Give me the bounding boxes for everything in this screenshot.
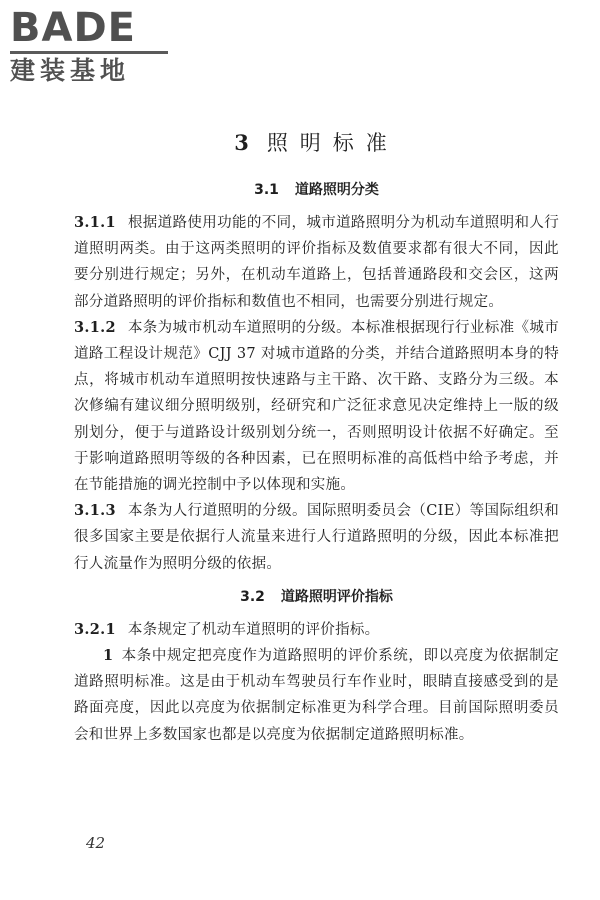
section-number: 3.1: [254, 182, 279, 198]
item-text: 本条中规定把亮度作为道路照明的评价系统，即以亮度为依据制定道路照明标准。这是由于机动车驾驶员行车作业时，眼睛直接感受到的是路面亮度，因此以亮度为依据制定标准更为科学合理。目前国际照明委员会和世界上多数国家也都是以亮度为依据制定道路照明标准。: [74, 648, 559, 743]
clause-3-1-2: [74, 315, 559, 498]
chapter-number: 3: [234, 130, 249, 155]
section-title-3-1: [74, 178, 559, 202]
clause-3-2-1-item-1: [74, 643, 559, 748]
clause-3-2-1: [74, 617, 559, 643]
clause-text: 根据道路使用功能的不同，城市道路照明分为机动车道照明和人行道照明两类。由于这两类照明的评价指标及数值要求都有很大不同，因此要分别进行规定；另外，在机动车道路上，包括普通路段和交会区，这两部分道路照明的评价指标和数值也不相同，也需要分别进行规定。: [74, 215, 559, 310]
logo-subtitle: 建装基地: [10, 56, 131, 85]
logo-divider: [10, 51, 168, 54]
clause-number: 3.2.1: [74, 620, 116, 638]
clause-text: 本条规定了机动车道照明的评价指标。: [127, 621, 380, 638]
section-title-3-2: [74, 585, 559, 609]
bade-logo: [10, 6, 180, 87]
item-number: 1: [103, 647, 114, 665]
clause-3-1-3: [74, 498, 559, 577]
section-name: 道路照明评价指标: [280, 588, 393, 605]
section-name: 道路照明分类: [294, 182, 379, 198]
chapter-name: 照明标准: [266, 131, 399, 155]
clause-3-1-1: [74, 210, 559, 315]
section-number: 3.2: [240, 588, 265, 605]
logo-wordmark: BADE: [10, 5, 136, 51]
clause-number: 3.1.1: [74, 214, 116, 231]
document-page: [74, 128, 559, 748]
clause-text: 本条为城市机动车道照明的分级。本标准根据现行行业标准《城市道路工程设计规范》CJJ 37 对城市道路的分类，并结合道路照明本身的特点，将城市机动车道照明按快速路与主干路、次干路、支路分为三级。本次修编有建议细分照明级别，经研究和广泛征求意见决定维持上一版的级别划分，便于与道路设计级别划分统一，否则照明设计依据不好确定。至于影响道路照明等级的各种因素，已在照明标准的高低档中给予考虑，并在节能措施的调光控制中予以体现和实施。: [74, 319, 559, 494]
page-number: 42: [86, 834, 106, 852]
clause-text: 本条为人行道照明的分级。国际照明委员会（CIE）等国际组织和很多国家主要是依据行人流量来进行人行道路照明的分级，因此本标准把行人流量作为照明分级的依据。: [74, 503, 559, 572]
clause-number: 3.1.3: [74, 502, 116, 520]
clause-number: 3.1.2: [74, 318, 116, 336]
chapter-title: [74, 128, 559, 158]
